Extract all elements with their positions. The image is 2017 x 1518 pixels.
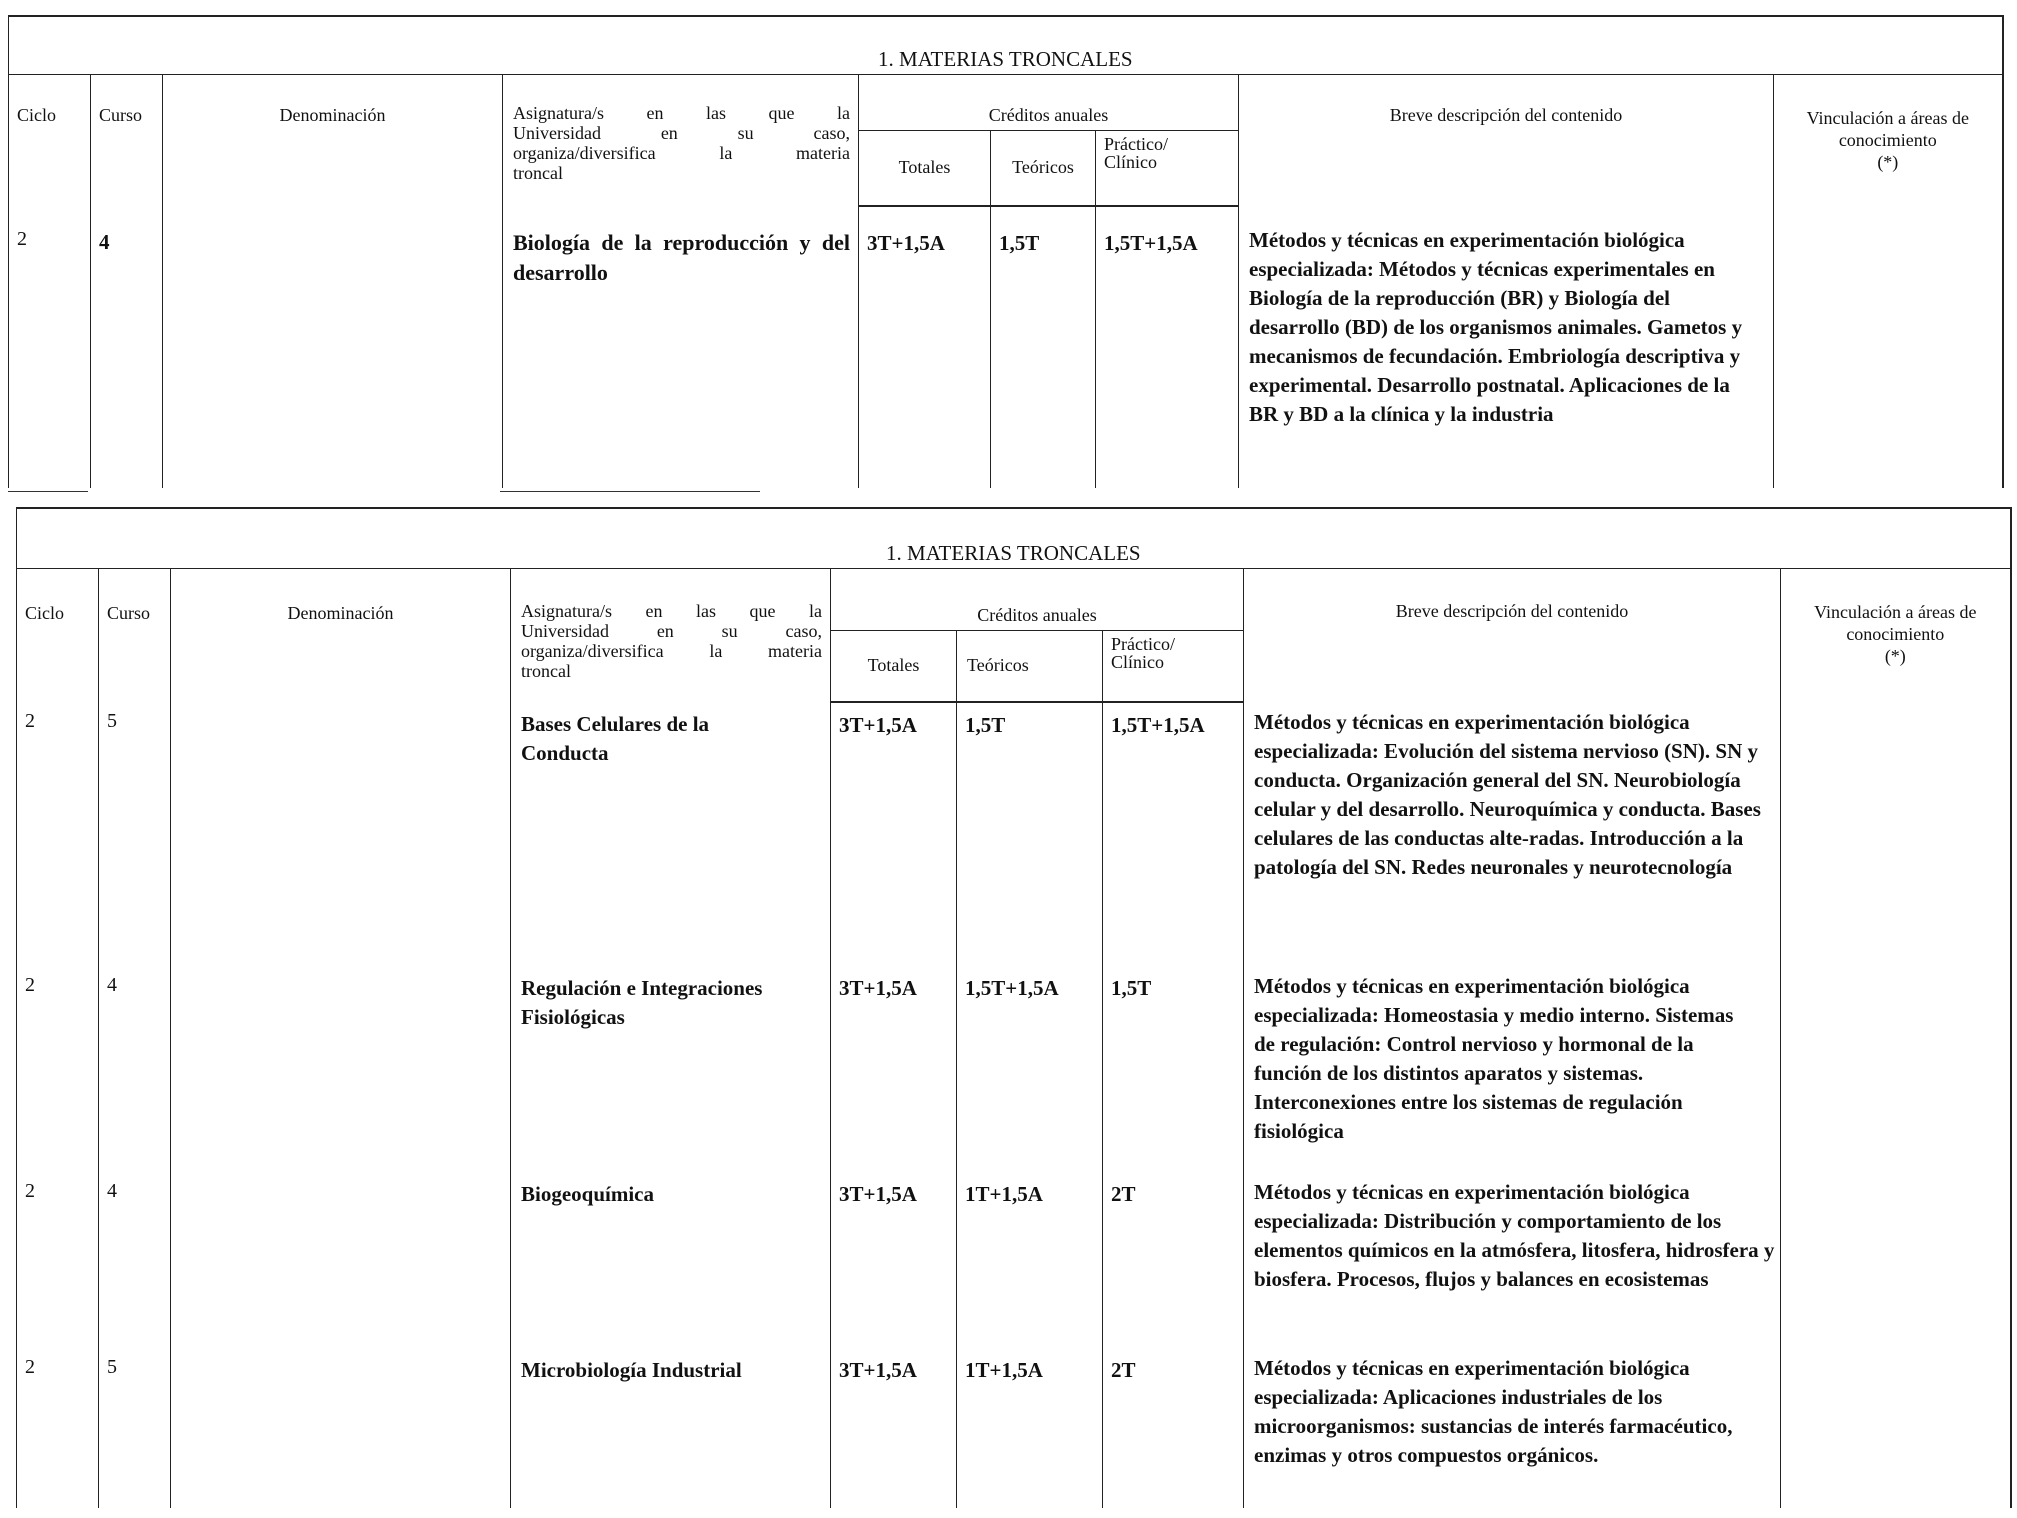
header-teoricos: Teóricos — [957, 630, 1103, 702]
cell-descripcion: Métodos y técnicas en experimentación biológica especializada: Métodos y técnicas experimentales en Biología de la reproducción (BR) y Biología del desarrollo (BD) de los organismos animales. Gametos y mecanismos de fecundación. Embriología descriptiva y experimental. Desarrollo postnatal. Aplicaciones de la BR y BD a la clínica y la industria — [1239, 206, 1774, 488]
header-denominacion: Denominación — [171, 568, 511, 702]
table-row — [17, 1348, 2011, 1508]
header-asignatura: Asignatura/s en las que la Universidad en su caso, organiza/diversifica la materia troncal — [511, 568, 831, 702]
table-row — [17, 702, 2011, 966]
cell-denominacion — [171, 966, 511, 1172]
header-ciclo: Ciclo — [9, 74, 91, 206]
cell-descripcion: Métodos y técnicas en experimentación biológica especializada: Distribución y comportamiento de los elementos químicos en la atmósfera, litosfera, hidrosfera y biosfera. Procesos, flujos y balances en ecosistemas — [1244, 1172, 1781, 1348]
cell-curso: 4 — [99, 966, 171, 1172]
cell-descripcion: Métodos y técnicas en experimentación biológica especializada: Evolución del sistema nervioso (SN). SN y conducta. Organización general del SN. Neurobiología celular y del desarrollo. Neuroquímica y conducta. Bases celulares de las conductas alte-radas. Introducción a la patología del SN. Redes neuronales y neurotecnología — [1244, 702, 1781, 966]
cell-vinculacion — [1781, 966, 2011, 1172]
header-practico: Práctico/ Clínico — [1096, 130, 1239, 206]
cell-practico: 1,5T+1,5A — [1103, 702, 1244, 966]
cell-ciclo: 2 — [17, 1348, 99, 1508]
cell-teoricos: 1,5T — [991, 206, 1096, 488]
header-practico: Práctico/ Clínico — [1103, 630, 1244, 702]
header-descripcion: Breve descripción del contenido — [1239, 74, 1774, 206]
header-curso: Curso — [99, 568, 171, 702]
cell-descripcion: Métodos y técnicas en experimentación biológica especializada: Homeostasia y medio interno. Sistemas de regulación: Control nervioso y hormonal de la función de los distintos aparatos y sistemas. Interconexiones entre los sistemas de regulación fisiológica — [1244, 966, 1781, 1172]
cell-teoricos: 1,5T — [957, 702, 1103, 966]
cell-ciclo: 2 — [9, 206, 91, 488]
cell-teoricos: 1T+1,5A — [957, 1348, 1103, 1508]
cell-asignatura: Regulación e Integraciones Fisiológicas — [511, 966, 831, 1172]
table-row — [9, 206, 2003, 488]
cell-totales: 3T+1,5A — [831, 966, 957, 1172]
cell-teoricos: 1,5T+1,5A — [957, 966, 1103, 1172]
cell-vinculacion — [1781, 702, 2011, 966]
cell-practico: 1,5T — [1103, 966, 1244, 1172]
cell-descripcion: Métodos y técnicas en experimentación biológica especializada: Aplicaciones industriales de los microorganismos: sustancias de interés farmacéutico, enzimas y otros compuestos orgánicos. — [1244, 1348, 1781, 1508]
header-vinculacion: Vinculación a áreas de conocimiento (*) — [1774, 74, 2003, 206]
cell-denominacion — [171, 1172, 511, 1348]
materias-troncales-table-2 — [16, 507, 2012, 1508]
cell-teoricos: 1T+1,5A — [957, 1172, 1103, 1348]
cell-practico: 2T — [1103, 1172, 1244, 1348]
table-title: 1. MATERIAS TRONCALES — [9, 16, 2003, 74]
materias-troncales-table-1 — [8, 15, 2004, 488]
cell-denominacion — [171, 702, 511, 966]
cell-curso: 5 — [99, 702, 171, 966]
cell-asignatura: Microbiología Industrial — [511, 1348, 831, 1508]
header-totales: Totales — [859, 130, 991, 206]
header-vinculacion: Vinculación a áreas de conocimiento (*) — [1781, 568, 2011, 702]
header-denominacion: Denominación — [163, 74, 503, 206]
cell-totales: 3T+1,5A — [831, 702, 957, 966]
table-title: 1. MATERIAS TRONCALES — [17, 508, 2011, 568]
cell-curso: 4 — [99, 1172, 171, 1348]
cell-ciclo: 2 — [17, 966, 99, 1172]
cell-asignatura: Biogeoquímica — [511, 1172, 831, 1348]
header-creditos-anuales: Créditos anuales — [831, 568, 1244, 630]
header-creditos-anuales: Créditos anuales — [859, 74, 1239, 130]
cell-asignatura: Bases Celulares de la Conducta — [511, 702, 831, 966]
cell-ciclo: 2 — [17, 1172, 99, 1348]
table-1-bottom-rule — [8, 491, 88, 492]
cell-totales: 3T+1,5A — [831, 1348, 957, 1508]
cell-denominacion — [163, 206, 503, 488]
cell-denominacion — [171, 1348, 511, 1508]
cell-ciclo: 2 — [17, 702, 99, 966]
cell-vinculacion — [1781, 1348, 2011, 1508]
cell-curso: 5 — [99, 1348, 171, 1508]
cell-practico: 2T — [1103, 1348, 1244, 1508]
header-ciclo: Ciclo — [17, 568, 99, 702]
table-row — [17, 1172, 2011, 1348]
header-curso: Curso — [91, 74, 163, 206]
cell-practico: 1,5T+1,5A — [1096, 206, 1239, 488]
cell-totales: 3T+1,5A — [831, 1172, 957, 1348]
table-1-bottom-rule — [500, 491, 760, 492]
header-teoricos: Teóricos — [991, 130, 1096, 206]
cell-vinculacion — [1781, 1172, 2011, 1348]
cell-totales: 3T+1,5A — [859, 206, 991, 488]
header-descripcion: Breve descripción del contenido — [1244, 568, 1781, 702]
cell-vinculacion — [1774, 206, 2003, 488]
cell-asignatura: Biología de la reproducción y del desarrollo — [503, 206, 859, 488]
header-asignatura: Asignatura/s en las que la Universidad en su caso, organiza/diversifica la materia troncal — [503, 74, 859, 206]
table-row — [17, 966, 2011, 1172]
header-totales: Totales — [831, 630, 957, 702]
cell-curso: 4 — [91, 206, 163, 488]
